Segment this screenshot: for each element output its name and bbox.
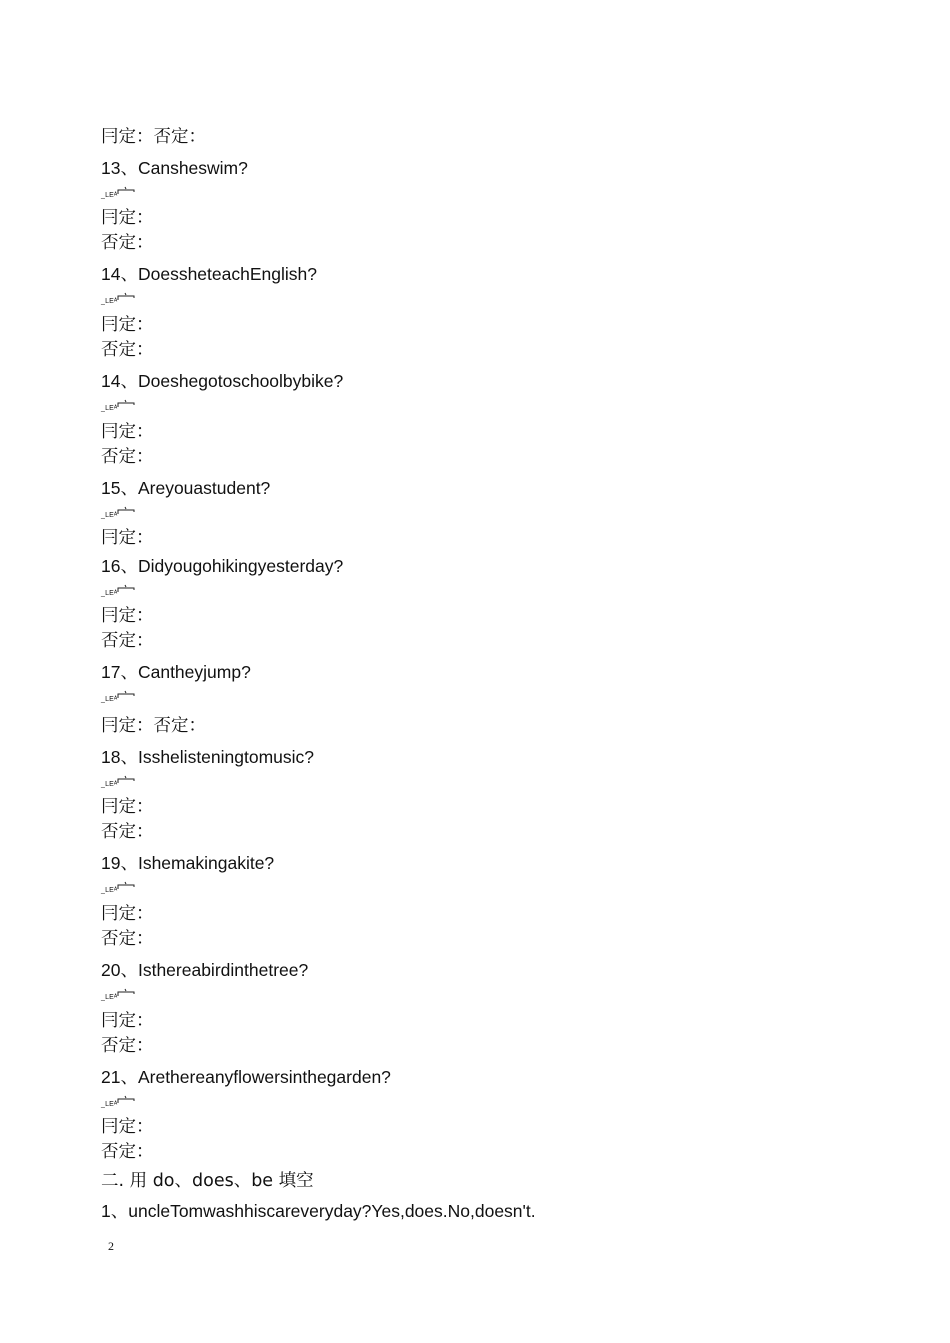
question-line: 20、Isthereabirdinthetree? <box>101 960 309 980</box>
answer-line: 冃定：否定： <box>101 127 206 147</box>
answer-mark <box>101 399 141 419</box>
answer-mark <box>101 186 141 206</box>
answer-mark <box>101 881 141 901</box>
question-line: 17、Cantheyjump? <box>101 662 251 682</box>
answer-line: 否定： <box>101 447 154 467</box>
answer-line: 冃定： <box>101 528 154 548</box>
roof-glyph-icon <box>116 775 138 787</box>
roof-glyph-icon <box>116 690 138 702</box>
mark-label: _LEᴬ <box>101 781 118 788</box>
roof-glyph-icon <box>116 399 138 411</box>
answer-line: 否定： <box>101 631 154 651</box>
roof-glyph-icon <box>116 1095 138 1107</box>
answer-line: 二. 用 do、does、be 填空 <box>101 1171 314 1191</box>
roof-glyph-icon <box>116 186 138 198</box>
question-line: 19、Ishemakingakite? <box>101 853 275 873</box>
mark-label: _LEᴬ <box>101 1101 118 1108</box>
answer-line: 冃定： <box>101 797 154 817</box>
answer-line: 冃定：否定： <box>101 716 206 736</box>
answer-line: 冃定： <box>101 422 154 442</box>
question-line: 16、Didyougohikingyesterday? <box>101 556 344 576</box>
answer-line: 冃定： <box>101 606 154 626</box>
roof-glyph-icon <box>116 881 138 893</box>
answer-line: 否定： <box>101 1036 154 1056</box>
answer-line: 否定： <box>101 340 154 360</box>
answer-line: 冃定： <box>101 904 154 924</box>
question-line: 21、Arethereanyflowersinthegarden? <box>101 1067 391 1087</box>
question-line: 15、Areyouastudent? <box>101 478 271 498</box>
answer-line: 否定： <box>101 233 154 253</box>
answer-line: 冃定： <box>101 315 154 335</box>
answer-mark <box>101 1095 141 1115</box>
answer-mark <box>101 775 141 795</box>
mark-label: _LEᴬ <box>101 512 118 519</box>
roof-glyph-icon <box>116 988 138 1000</box>
question-line: 18、Isshelisteningtomusic? <box>101 747 315 767</box>
answer-line: 冃定： <box>101 1117 154 1137</box>
question-line: 14、DoessheteachEnglish? <box>101 264 317 284</box>
answer-mark <box>101 690 141 710</box>
answer-line: 冃定： <box>101 208 154 228</box>
answer-mark <box>101 988 141 1008</box>
mark-label: _LEᴬ <box>101 994 118 1001</box>
answer-mark <box>101 584 141 604</box>
mark-label: _LEᴬ <box>101 192 118 199</box>
answer-line: 否定： <box>101 1142 154 1162</box>
answer-line: 否定： <box>101 929 154 949</box>
mark-label: _LEᴬ <box>101 696 118 703</box>
roof-glyph-icon <box>116 506 138 518</box>
question-line: 13、Cansheswim? <box>101 158 248 178</box>
answer-line: 否定： <box>101 822 154 842</box>
mark-label: _LEᴬ <box>101 405 118 412</box>
answer-line: 冃定： <box>101 1011 154 1031</box>
question-line: 14、Doeshegotoschoolbybike? <box>101 371 344 391</box>
roof-glyph-icon <box>116 584 138 596</box>
page-number: 2 <box>108 1239 114 1253</box>
answer-mark <box>101 506 141 526</box>
answer-mark <box>101 292 141 312</box>
mark-label: _LEᴬ <box>101 298 118 305</box>
mark-label: _LEᴬ <box>101 887 118 894</box>
roof-glyph-icon <box>116 292 138 304</box>
mark-label: _LEᴬ <box>101 590 118 597</box>
question-line: 1、uncleTomwashhiscareveryday?Yes,does.No,doesn't. <box>101 1201 536 1221</box>
